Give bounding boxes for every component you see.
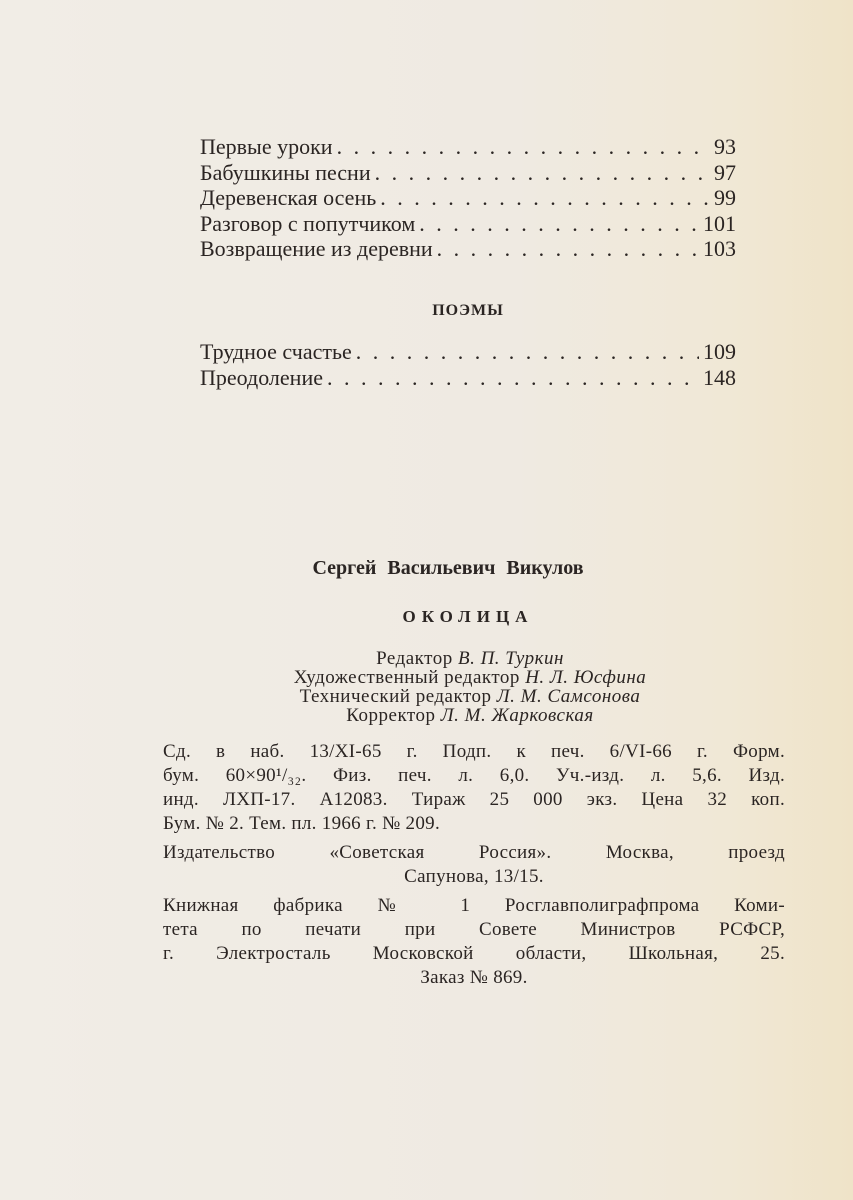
imprint-printer	[163, 894, 785, 990]
book-title: ОКОЛИЦА	[402, 607, 534, 626]
credit-name: В. П. Туркин	[457, 648, 564, 669]
credit-name: Н. Л. Юсфина	[525, 667, 647, 688]
toc-title: Бабушкины песни	[200, 159, 371, 185]
imprint-line: бум. 60×90¹/₃₂. Физ. печ. л. 6,0. Уч.-изд. л. 5,6. Изд.	[163, 765, 785, 786]
toc-entry[interactable]	[200, 134, 736, 160]
leader-dots	[380, 185, 710, 211]
toc-page: 109	[703, 339, 736, 364]
toc-title: Трудное счастье	[200, 339, 352, 364]
credit-role: Редактор	[376, 648, 453, 669]
toc-entry[interactable]	[200, 236, 736, 262]
toc-page: 99	[714, 185, 736, 210]
credit-role: Корректор	[346, 705, 436, 726]
credit-name: Л. М. Самсонова	[496, 686, 641, 707]
credits	[0, 649, 853, 725]
toc-page: 101	[703, 210, 736, 236]
toc-title: Первые уроки	[200, 134, 333, 159]
toc-page: 103	[703, 236, 736, 261]
table-of-contents-poems	[200, 134, 736, 262]
toc-title: Деревенская осень	[200, 185, 377, 210]
toc-entry[interactable]	[200, 211, 736, 237]
toc-title: Преодоление	[200, 364, 323, 390]
credit-line	[0, 668, 853, 687]
leader-dots	[375, 160, 710, 186]
toc-entry[interactable]	[200, 339, 736, 365]
toc-entry[interactable]	[200, 365, 736, 391]
credit-line	[0, 649, 853, 668]
credit-line	[0, 687, 853, 706]
imprint-print-data	[163, 740, 785, 836]
credit-role: Технический редактор	[299, 686, 492, 707]
imprint-line: тета по печати при Совете Министров РСФСР,	[163, 919, 785, 940]
toc-entry[interactable]	[200, 185, 736, 211]
imprint-line: Бум. № 2. Тем. пл. 1966 г. № 209.	[163, 813, 441, 834]
imprint-line: инд. ЛХП-17. А12083. Тираж 25 000 экз. Цена 32 коп.	[163, 789, 785, 810]
imprint-line: г. Электросталь Московской области, Школьная, 25.	[163, 943, 785, 964]
leader-dots	[337, 134, 710, 160]
imprint-publisher	[163, 841, 785, 889]
toc-page: 148	[703, 364, 736, 390]
leader-dots	[327, 365, 699, 391]
toc-title: Возвращение из деревни	[200, 236, 433, 261]
credit-line	[0, 706, 853, 725]
author-name: Сергей Васильевич Викулов	[312, 557, 584, 579]
section-heading: ПОЭМЫ	[432, 302, 504, 319]
imprint-line: Сапунова, 13/15.	[404, 866, 544, 887]
toc-title: Разговор с попутчиком	[200, 210, 416, 236]
imprint-line: Сд. в наб. 13/XI-65 г. Подп. к печ. 6/VI-66 г. Форм.	[163, 741, 785, 762]
credit-role: Художественный редактор	[293, 667, 520, 688]
table-of-contents-long-poems	[200, 339, 736, 390]
toc-page: 97	[714, 159, 736, 185]
imprint-line: Книжная фабрика № 1 Росглавполиграфпрома Коми-	[163, 895, 785, 916]
leader-dots	[419, 211, 699, 237]
toc-page: 93	[714, 134, 736, 159]
imprint-line: Заказ № 869.	[420, 967, 528, 988]
toc-entry[interactable]	[200, 160, 736, 186]
imprint-line: Издательство «Советская Россия». Москва, проезд	[163, 842, 785, 863]
leader-dots	[437, 236, 699, 262]
credit-name: Л. М. Жарковская	[440, 705, 594, 726]
leader-dots	[356, 339, 699, 365]
